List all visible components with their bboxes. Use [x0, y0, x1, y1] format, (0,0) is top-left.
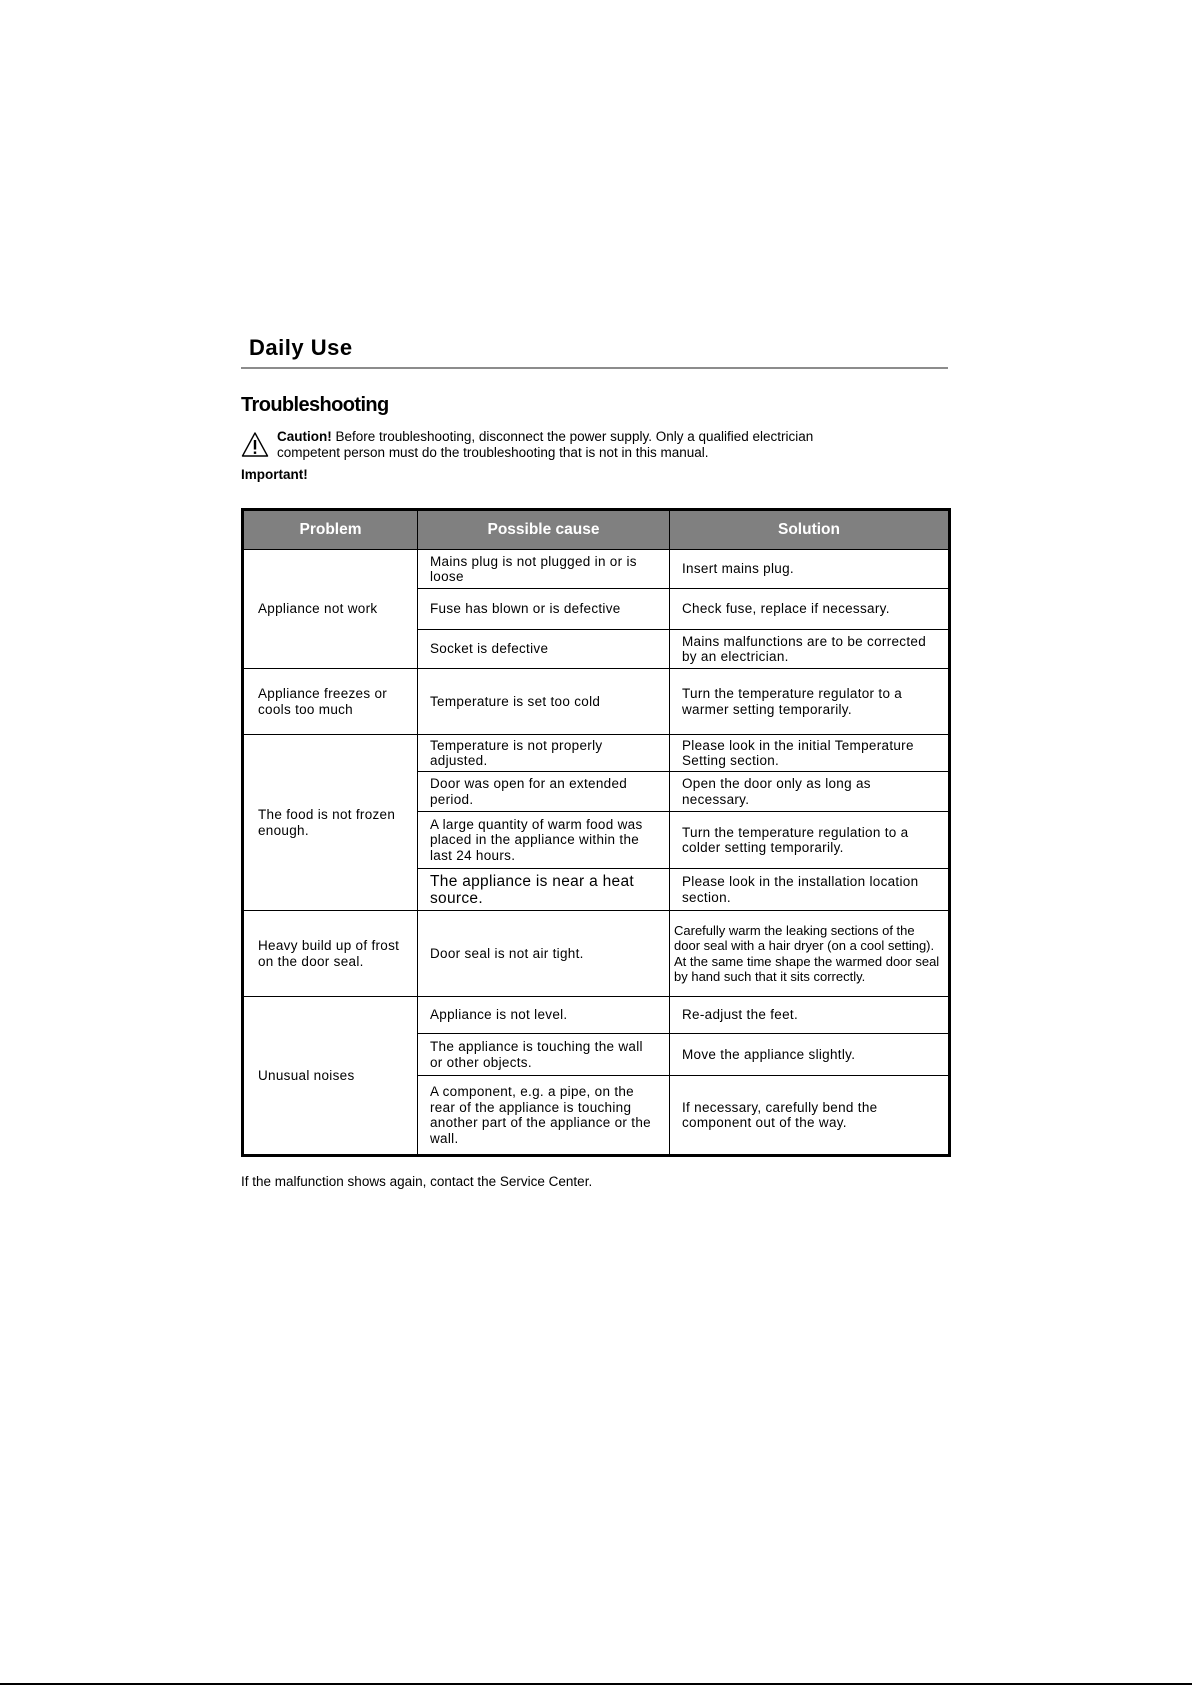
cause-cell: The appliance is near a heat source. [418, 869, 670, 911]
problem-cell: Appliance not work [243, 550, 418, 669]
caution-text [277, 429, 813, 461]
solution-cell: Open the door only as long as necessary. [670, 772, 950, 812]
table-row [243, 550, 950, 589]
solution-cell: Please look in the installation location section. [670, 869, 950, 911]
warning-triangle-icon [241, 431, 269, 459]
cause-cell: A component, e.g. a pipe, on the rear of the appliance is touching another part of the appliance or the wall. [418, 1076, 670, 1156]
section-title: Daily Use [249, 335, 353, 360]
header-solution: Solution [670, 510, 950, 550]
section-divider [241, 367, 948, 369]
caution-line1: Before troubleshooting, disconnect the power supply. Only a qualified electrician [331, 429, 814, 444]
header-problem: Problem [243, 510, 418, 550]
troubleshooting-table [241, 508, 951, 1157]
solution-cell: Insert mains plug. [670, 550, 950, 589]
header-possible-cause: Possible cause [418, 510, 670, 550]
caution-label: Caution! [277, 429, 332, 444]
cause-cell: A large quantity of warm food was placed in the appliance within the last 24 hours. [418, 812, 670, 869]
table-row [243, 997, 950, 1034]
solution-cell: Turn the temperature regulator to a warmer setting temporarily. [670, 669, 950, 735]
cause-cell: Socket is defective [418, 630, 670, 669]
cause-cell: Door seal is not air tight. [418, 911, 670, 997]
solution-cell: Please look in the initial Temperature Setting section. [670, 735, 950, 772]
troubleshooting-table-wrapper [241, 508, 948, 1157]
cause-cell: Temperature is set too cold [418, 669, 670, 735]
problem-cell: Appliance freezes or cools too much [243, 669, 418, 735]
caution-line2: competent person must do the troubleshooting that is not in this manual. [277, 445, 709, 460]
cause-cell: Door was open for an extended period. [418, 772, 670, 812]
cause-cell: Fuse has blown or is defective [418, 589, 670, 630]
solution-cell: Move the appliance slightly. [670, 1034, 950, 1076]
solution-cell: Check fuse, replace if necessary. [670, 589, 950, 630]
table-row [243, 735, 950, 772]
cause-cell: Temperature is not properly adjusted. [418, 735, 670, 772]
cause-cell: The appliance is touching the wall or other objects. [418, 1034, 670, 1076]
problem-cell: Heavy build up of frost on the door seal. [243, 911, 418, 997]
page-heading: Troubleshooting [241, 394, 389, 416]
cause-cell: Mains plug is not plugged in or is loose [418, 550, 670, 589]
table-row [243, 669, 950, 735]
solution-cell: Re-adjust the feet. [670, 997, 950, 1034]
solution-cell: If necessary, carefully bend the component out of the way. [670, 1076, 950, 1156]
problem-cell: Unusual noises [243, 997, 418, 1156]
cause-cell: Appliance is not level. [418, 997, 670, 1034]
footer-note: If the malfunction shows again, contact the Service Center. [241, 1174, 593, 1189]
solution-cell: Mains malfunctions are to be corrected by an electrician. [670, 630, 950, 669]
important-label: Important! [241, 467, 308, 482]
solution-cell: Turn the temperature regulation to a colder setting temporarily. [670, 812, 950, 869]
table-header-row [243, 510, 950, 550]
table-row [243, 911, 950, 997]
problem-cell: The food is not frozen enough. [243, 735, 418, 911]
solution-cell: Carefully warm the leaking sections of the door seal with a hair dryer (on a cool setting). At the same time shape the warmed door seal by hand such that it sits correctly. [670, 911, 950, 997]
